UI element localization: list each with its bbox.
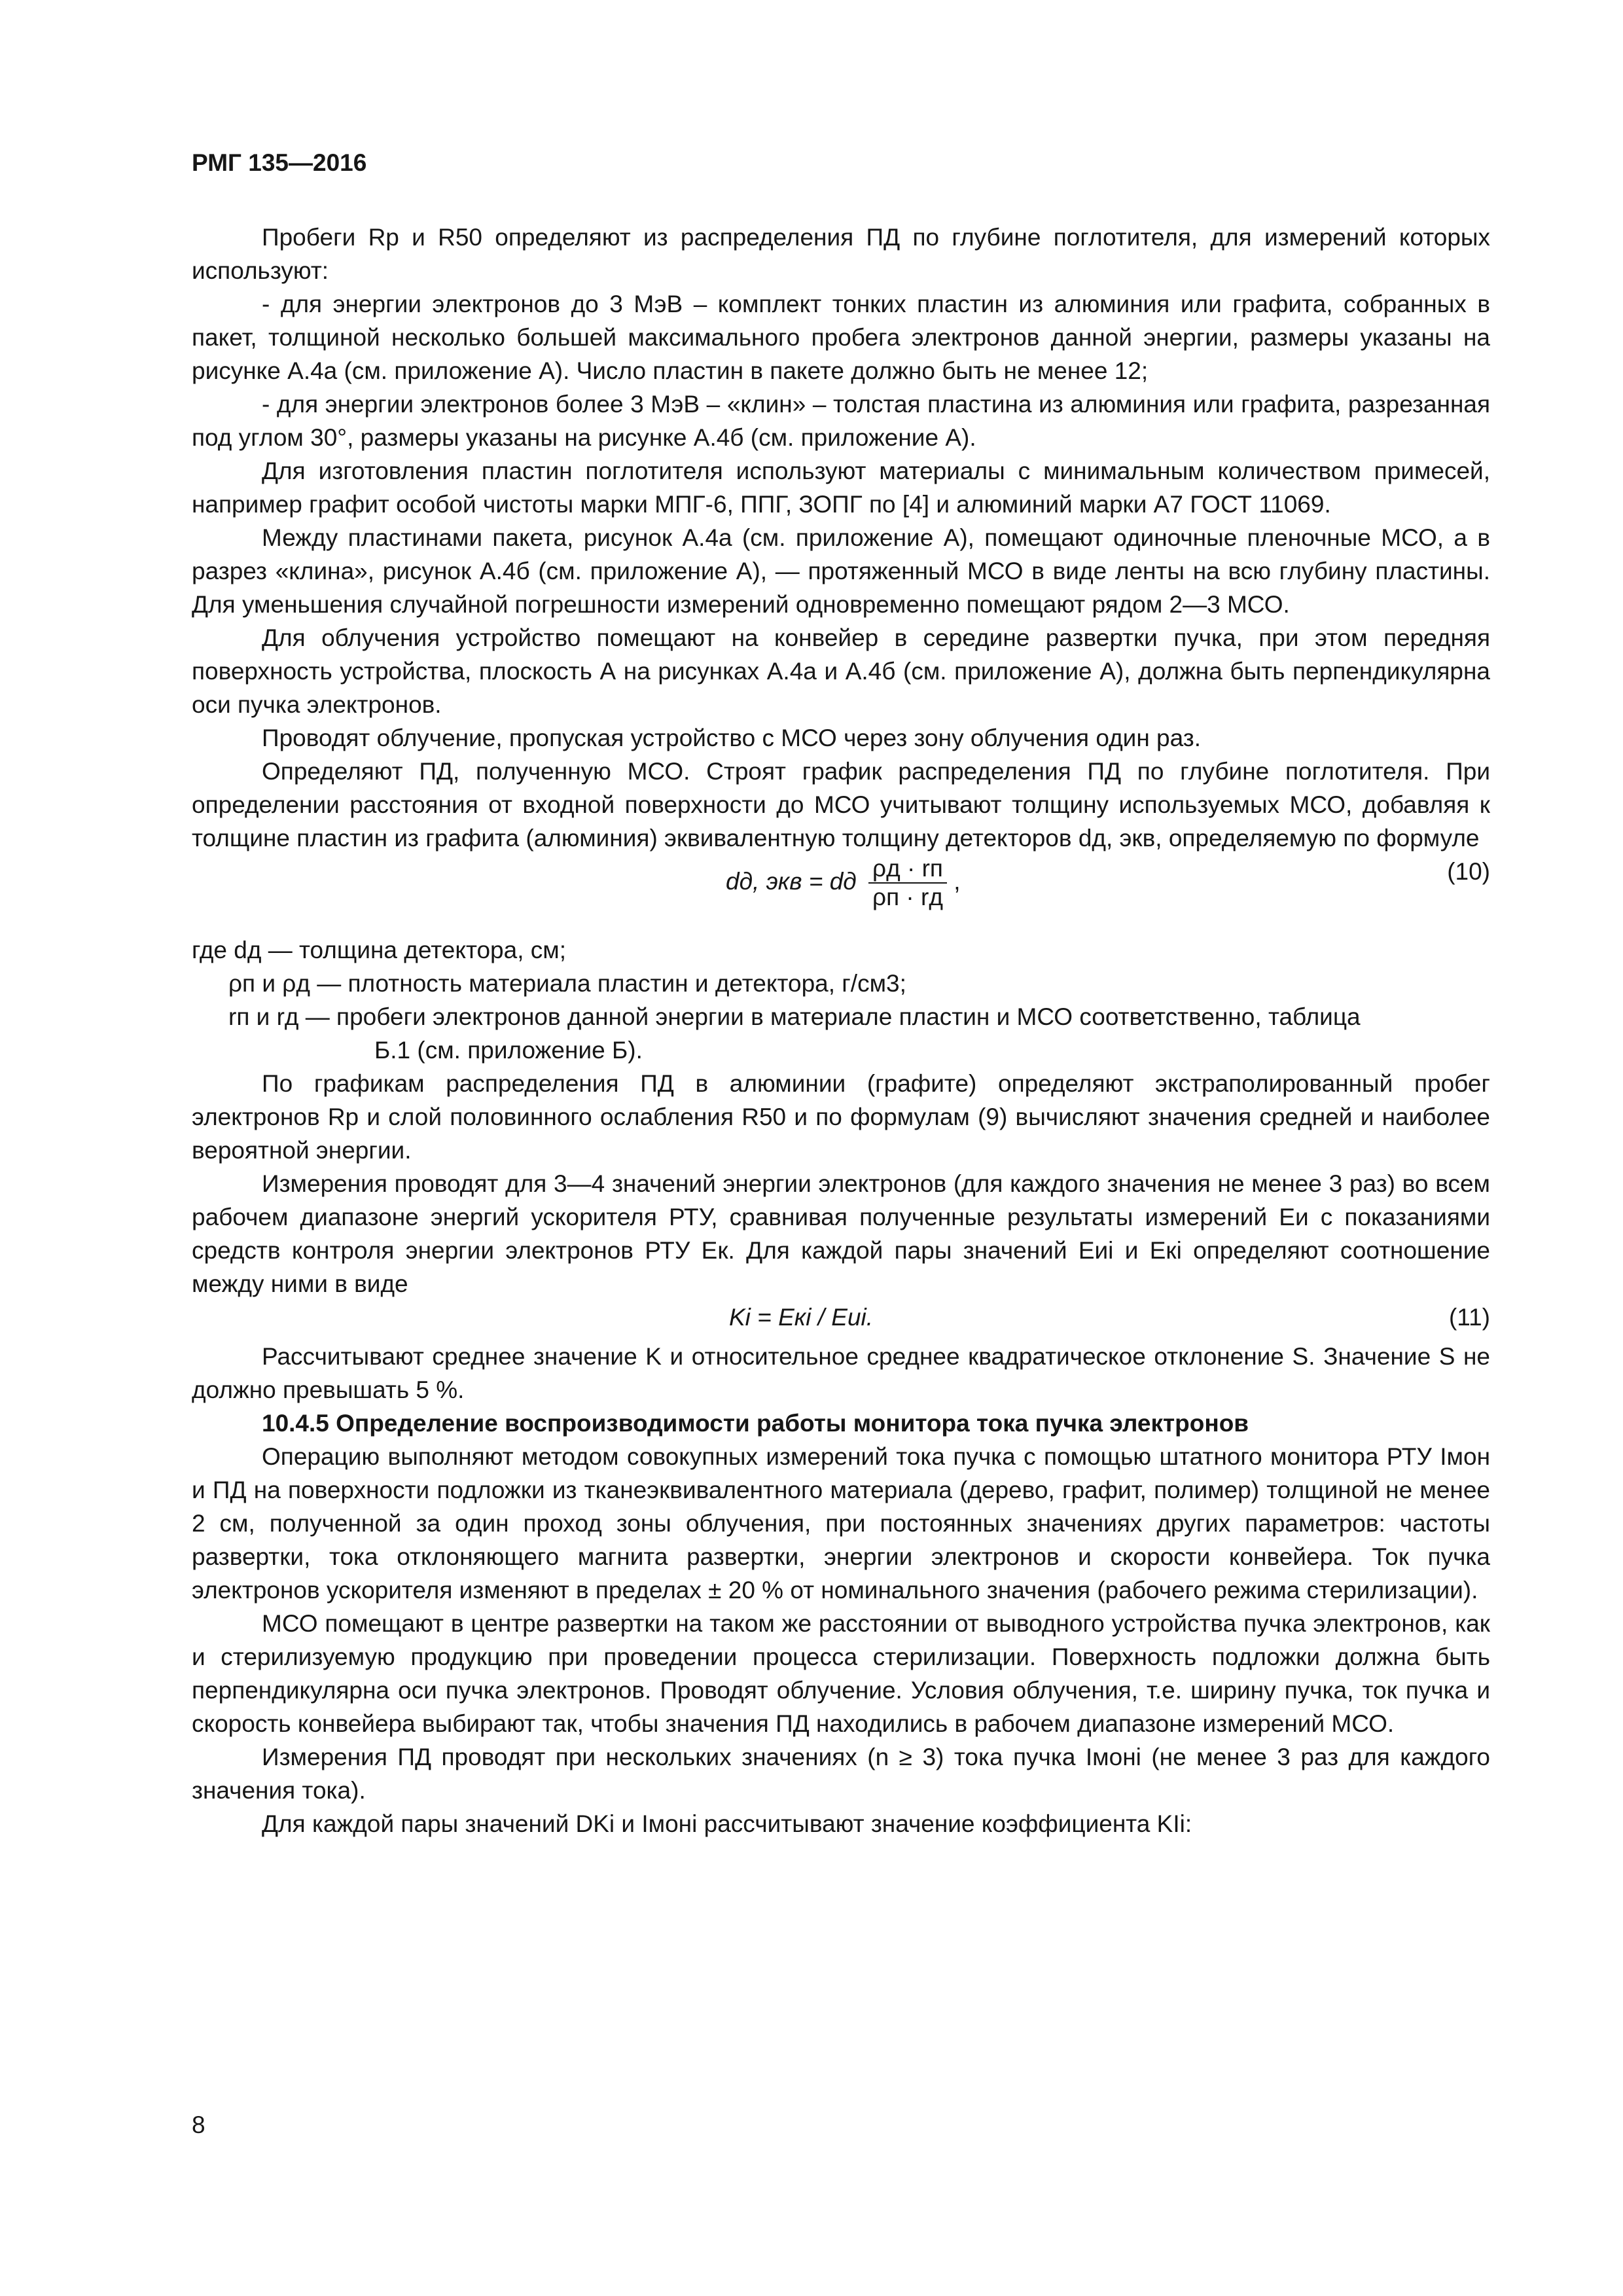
formula-10-tail: , bbox=[954, 867, 961, 895]
paragraph: Рассчитывают среднее значение K и относительное среднее квадратическое отклонение S. Значение S не должно превышать 5 %. bbox=[192, 1343, 1490, 1403]
formula-10 bbox=[192, 855, 1490, 933]
where-line: где dд — толщина детектора, см; bbox=[192, 937, 566, 963]
paragraph: Для каждой пары значений DKi и Iмонi рассчитывают значение коэффициента KIi: bbox=[262, 1810, 1192, 1837]
formula-10-numerator: ρд · rп bbox=[868, 855, 947, 884]
document-header: РМГ 135—2016 bbox=[192, 149, 367, 176]
formula-11-number: (11) bbox=[1448, 1304, 1490, 1331]
paragraph: Пробеги Rp и R50 определяют из распределения ПД по глубине поглотителя, для измерений которых используют: bbox=[192, 224, 1490, 284]
paragraph: Проводят облучение, пропуская устройство с МСО через зону облучения один раз. bbox=[262, 725, 1202, 751]
page-number: 8 bbox=[192, 2111, 205, 2138]
formula-11 bbox=[192, 1300, 1490, 1340]
paragraph: Для изготовления пластин поглотителя используют материалы с минимальным количеством примесей, например графит особой чистоты марки МПГ-6, ППГ, ЗОПГ по [4] и алюминий марки А7 ГОСТ 11069. bbox=[192, 457, 1490, 518]
paragraph: Между пластинами пакета, рисунок А.4а (см. приложение А), помещают одиночные пленочные МСО, а в разрез «клина», рисунок А.4б (см. приложение А), — протяженный МСО в виде ленты на всю глубину пластины. Для уменьшения случайной погрешности измерений одновременно помещают рядом 2—3 МСО. bbox=[192, 524, 1490, 618]
paragraph: Для облучения устройство помещают на конвейер в середине развертки пучка, при этом передняя поверхность устройства, плоскость А на рисунках А.4а и А.4б (см. приложение А), должна быть перпендикулярна оси пучка электронов. bbox=[192, 624, 1490, 718]
formula-10-denominator: ρп · rд bbox=[872, 884, 943, 910]
where-line bbox=[192, 1000, 1490, 1067]
paragraph: - для энергии электронов до 3 МэВ – комплект тонких пластин из алюминия или графита, собранных в пакет, толщиной несколько большей максимального пробега электронов данной энергии, размеры указаны на рисунке А.4а (см. приложение А). Число пластин в пакете должно быть не менее 12; bbox=[192, 291, 1490, 384]
formula-10-fraction bbox=[868, 855, 947, 911]
formula-10-lhs: dд, экв = dд bbox=[726, 867, 857, 895]
paragraph: Измерения ПД проводят при нескольких значениях (n ≥ 3) тока пучка Iмонi (не менее 3 раз для каждого значения тока). bbox=[192, 1744, 1490, 1804]
paragraph: Операцию выполняют методом совокупных измерений тока пучка с помощью штатного монитора РТУ Iмон и ПД на поверхности подложки из тканеэквивалентного материала (дерево, графит, полимер) толщиной не менее 2 см, полученной за один проход зоны облучения, при постоянных значениях других параметров: частоты развертки, тока отклоняющего магнита развертки, энергии электронов и скорости конвейера. Ток пучка электронов ускорителя изменяют в пределах ± 20 % от номинального значения (рабочего режима стерилизации). bbox=[192, 1443, 1490, 1604]
paragraph: По графикам распределения ПД в алюминии (графите) определяют экстраполированный пробег электронов Rp и слой половинного ослабления R50 и по формулам (9) вычисляют значения средней и наиболее вероятной энергии. bbox=[192, 1070, 1490, 1164]
where-line-text: rп и rд — пробеги электронов данной энергии в материале пластин и МСО соответственно, таблица bbox=[228, 1003, 1361, 1030]
formula-10-number: (10) bbox=[1447, 858, 1490, 885]
paragraph: Определяют ПД, полученную МСО. Строят график распределения ПД по глубине поглотителя. При определении расстояния от входной поверхности до МСО учитывают толщину используемых МСО, добавляя к толщине пластин из графита (алюминия) эквивалентную толщину детекторов dд, экв, определяемую по формуле bbox=[192, 758, 1490, 852]
paragraph: - для энергии электронов более 3 МэВ – «клин» – толстая пластина из алюминия или графита, разрезанная под углом 30°, размеры указаны на рисунке А.4б (см. приложение А). bbox=[192, 391, 1490, 451]
section-heading: 10.4.5 Определение воспроизводимости работы монитора тока пучка электронов bbox=[262, 1410, 1249, 1437]
formula-11-expression: Ki = Eкi / Eиi. bbox=[729, 1304, 874, 1331]
document-body bbox=[192, 221, 1490, 1840]
paragraph: Измерения проводят для 3—4 значений энергии электронов (для каждого значения не менее 3 раз) во всем рабочем диапазоне энергий ускорителя РТУ, сравнивая полученные результаты измерений Eи с показаниями средств контроля энергии электронов РТУ Eк. Для каждой пары значений Eиi и Eкi определяют соотношение между ними в виде bbox=[192, 1170, 1490, 1297]
where-line-continuation: Б.1 (см. приложение Б). bbox=[374, 1037, 643, 1064]
paragraph: МСО помещают в центре развертки на таком же расстоянии от выводного устройства пучка электронов, как и стерилизуемую продукцию при проведении процесса стерилизации. Поверхность подложки должна быть перпендикулярна оси пучка электронов. Проводят облучение. Условия облучения, т.е. ширину пучка, ток пучка и скорость конвейера выбирают так, чтобы значения ПД находились в рабочем диапазоне измерений МСО. bbox=[192, 1610, 1490, 1737]
formula-10-expression bbox=[726, 855, 960, 911]
where-line: ρп и ρд — плотность материала пластин и детектора, г/см3; bbox=[228, 970, 906, 997]
